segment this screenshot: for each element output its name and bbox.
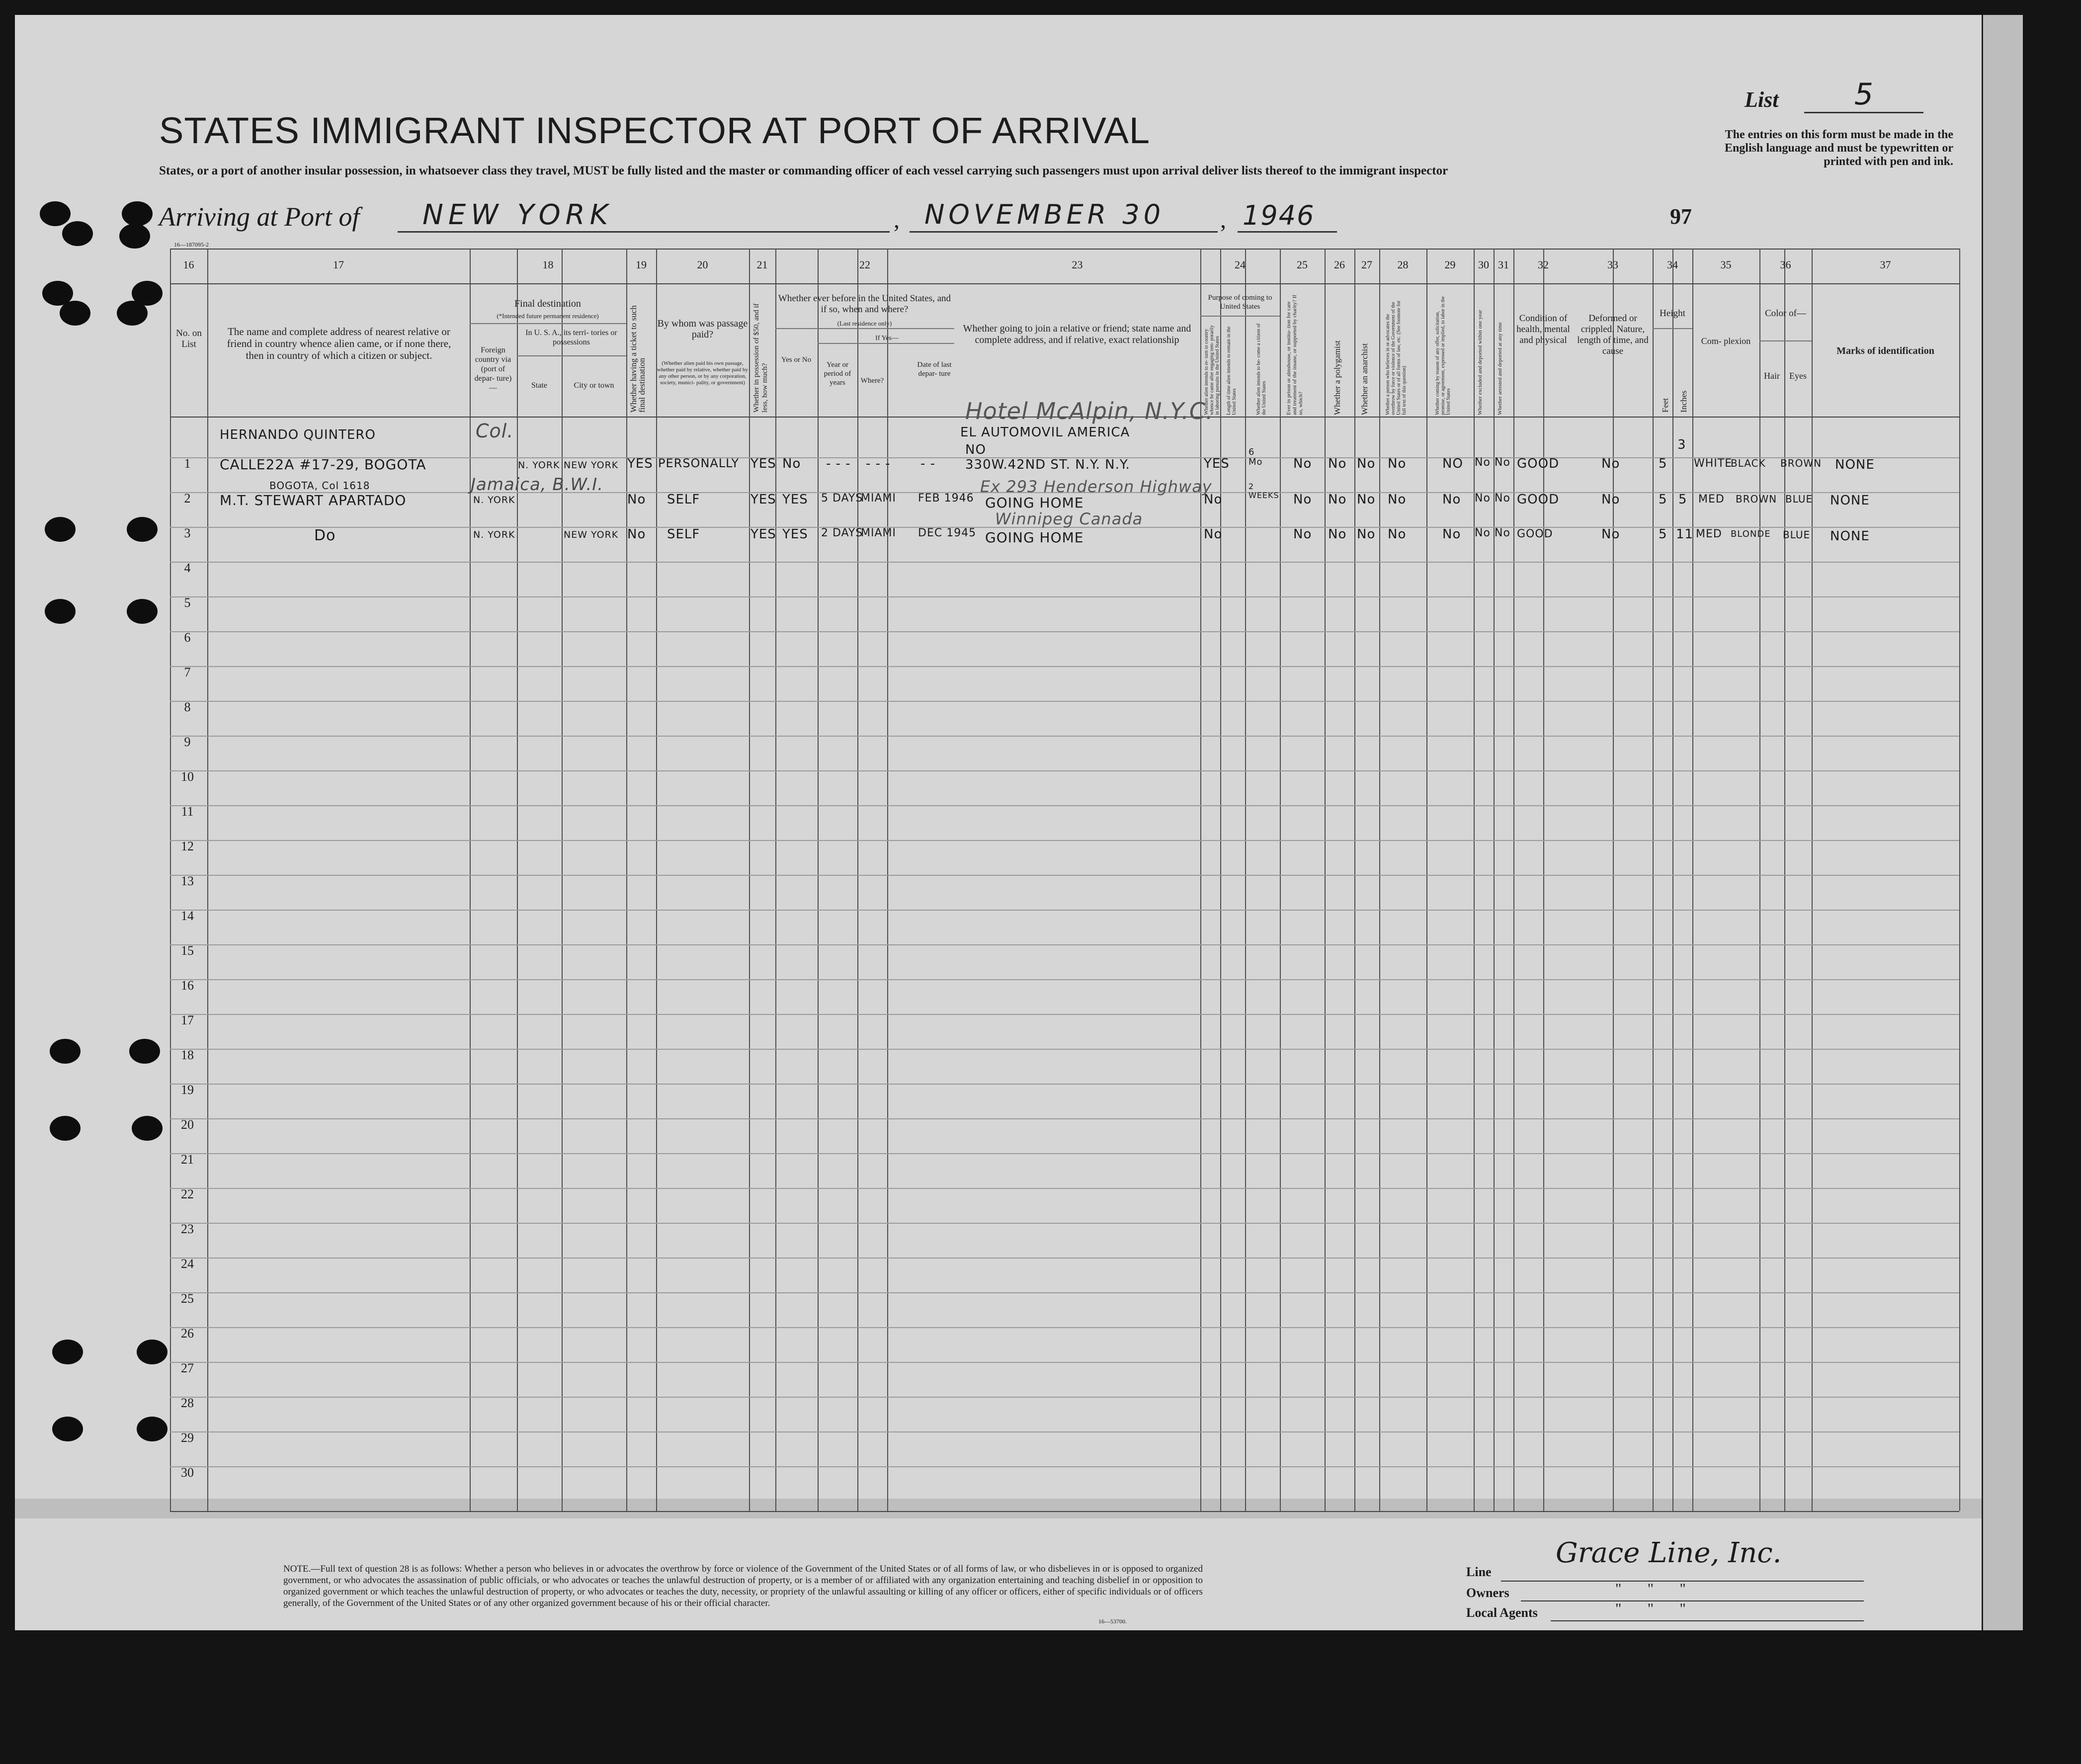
col-rule [656, 249, 657, 1511]
row2-money: YES [750, 492, 776, 507]
row1-purpose: YES [1204, 456, 1230, 471]
binder-hole-icon [52, 1340, 83, 1364]
row3-health: GOOD [1517, 528, 1553, 540]
row-number: 15 [181, 943, 194, 958]
col-rule [775, 249, 776, 1511]
column-number: 28 [1397, 258, 1409, 271]
header-money: Whether in possession of $50, and if less, how much? [752, 303, 769, 413]
header-in-usa: In U. S. A., its terri- tories or possessions [525, 329, 617, 346]
row2-address-pre: BOGOTA, Col 1618 [269, 480, 370, 492]
row2-deformed: No [1601, 492, 1620, 507]
row-rule [170, 666, 1959, 667]
sub-rule [1200, 316, 1280, 317]
row2-ticket: No [627, 492, 646, 507]
row1-join-line3: 330W.42ND ST. N.Y. N.Y. [965, 457, 1130, 472]
row-rule [170, 1118, 1959, 1119]
row1-money: YES [750, 456, 776, 471]
sheet-number: 97 [1670, 204, 1692, 229]
col-rule [1759, 249, 1760, 1511]
row-number: 28 [181, 1396, 194, 1410]
agents-rule [1551, 1620, 1864, 1621]
col-rule [1200, 249, 1201, 1511]
row3-before: YES [782, 527, 808, 542]
row2-join-line1: GOING HOME [985, 495, 1084, 511]
binder-hole-icon [52, 1417, 83, 1441]
header-ever-before-sub: (Last residence only) [837, 320, 892, 327]
row3-complexion: MED [1696, 528, 1722, 540]
agents-label: Local Agents [1466, 1605, 1538, 1620]
row-number: 17 [181, 1013, 194, 1027]
form-title: STATES IMMIGRANT INSPECTOR AT PORT OF ARRIVAL [159, 110, 1151, 151]
row3-ticket: No [627, 527, 646, 542]
column-number: 21 [756, 258, 768, 271]
col-rule [1672, 249, 1673, 1511]
row2-anarchist: No [1357, 492, 1376, 507]
row-number: 22 [181, 1187, 194, 1201]
row-number: 14 [181, 909, 194, 923]
row-number: 3 [184, 526, 191, 540]
col-rule [1280, 249, 1281, 1511]
col-rule [887, 249, 888, 1511]
column-number: 18 [542, 258, 554, 271]
header-marks: Marks of identification [1836, 345, 1934, 356]
col-rule [626, 249, 627, 1511]
col-rule [1474, 249, 1475, 1511]
header-foreign-country: Foreign country via (port of depar- ture)— [474, 346, 512, 392]
row2-labor: No [1442, 492, 1461, 507]
port-value: NEW YORK [422, 199, 613, 231]
row1-feet: 5 [1659, 456, 1667, 471]
header-purpose: Purpose of coming to United States [1208, 294, 1272, 311]
row2-overthrow: No [1388, 492, 1407, 507]
list-label: List [1745, 87, 1779, 112]
row2-complexion: MED [1698, 493, 1725, 505]
binder-hole-icon [40, 201, 71, 226]
footnote: NOTE.—Full text of question 28 is as follows: Whether a person who believes in or advocates the overthrow by force or violence of the Government of the United States or of all forms of law, or who disbelieves in or is opposed to organized government, or who advocates the assassination of public officials, or who advocates or teaches the unlawful destruction of property, or is a member of or affiliated with any organization entertaining and teaching disbelief in or opposition to organized government or which teaches the unlawful destruction of property, or who advocates or teaches the duty, necessity, or propriety of the unlawful assaulting or killing of any officer or officers, either of specific individuals or of officers generally, of the Government of the United States or of any other organized government because of his or their official character. [283, 1564, 1203, 1608]
column-number: 22 [859, 258, 870, 271]
row2-prison: No [1293, 492, 1312, 507]
header-health: Condition of health, mental and physical [1516, 313, 1570, 345]
list-number: 5 [1804, 77, 1923, 113]
line-value: Grace Line, Inc. [1556, 1537, 1782, 1569]
form-code: 16—187095-2 [174, 241, 209, 248]
row-rule [170, 944, 1959, 945]
row2-marks: NONE [1830, 493, 1870, 508]
row1-arrested: No [1495, 456, 1510, 469]
row1-eyes: BROWN [1780, 457, 1822, 469]
sub-rule [470, 323, 626, 324]
row2-feet: 5 [1659, 492, 1667, 507]
row-number: 1 [184, 456, 191, 471]
column-number: 33 [1607, 258, 1618, 271]
row-rule [170, 562, 1959, 563]
row1-labor: NO [1442, 456, 1463, 471]
owners-rule [1521, 1600, 1864, 1601]
header-final-destination: Final destination [514, 298, 581, 309]
row-number: 18 [181, 1048, 194, 1062]
row1-date: - - [920, 456, 936, 471]
row1-health: GOOD [1517, 456, 1560, 471]
row-rule [170, 1153, 1959, 1154]
col-rule [749, 249, 750, 1511]
row3-where: MIAMI [861, 527, 896, 539]
row-rule [170, 805, 1959, 806]
col-rule [562, 249, 563, 1511]
row-number: 11 [181, 804, 194, 819]
row1-join-line1: EL AUTOMOVIL AMERICA [960, 425, 1130, 440]
binder-hole-icon [137, 1417, 167, 1441]
entry-name-hernando: HERNANDO QUINTERO [220, 427, 376, 442]
row-number: 5 [184, 595, 191, 610]
row-rule [170, 1327, 1959, 1328]
header-excluded: Whether excluded and deported within one year [1477, 310, 1483, 415]
col-rule [1959, 249, 1960, 1511]
row2-excluded: No [1475, 492, 1491, 504]
row-number: 12 [181, 839, 194, 853]
col-rule [1613, 249, 1614, 1511]
row-number: 26 [181, 1326, 194, 1341]
row-number: 16 [181, 978, 194, 993]
year-underline [1238, 231, 1337, 233]
column-number: 37 [1880, 258, 1891, 271]
header-anarchist: Whether an anarchist [1360, 343, 1369, 415]
page-edge [1982, 15, 2023, 1630]
row1-complexion: WHITE [1694, 457, 1733, 470]
table-top-rule [170, 249, 1959, 250]
header-period-years: Year or period of years [824, 361, 851, 387]
row-number: 13 [181, 874, 194, 888]
row3-prison: No [1293, 527, 1312, 542]
binder-hole-icon [45, 517, 76, 542]
binder-hole-icon [60, 301, 90, 326]
column-number: 24 [1235, 258, 1246, 271]
col-rule [1354, 249, 1355, 1511]
row2-before: YES [782, 492, 808, 507]
header-feet: Feet [1661, 398, 1670, 413]
row-rule [170, 596, 1959, 597]
row-rule [170, 1258, 1959, 1259]
sub-rule [1759, 340, 1812, 341]
row2-purpose: No [1204, 492, 1223, 507]
row-rule [170, 1431, 1959, 1432]
sub-rule [775, 328, 954, 329]
column-number: 23 [1072, 258, 1083, 271]
row2-years: 5 DAYS [821, 492, 863, 504]
row-number: 20 [181, 1117, 194, 1132]
row-rule [170, 1223, 1959, 1224]
binder-hole-icon [127, 517, 158, 542]
row-number: 8 [184, 700, 191, 714]
colnum-rule [170, 283, 1959, 284]
footnote-code: 16—53700. [1098, 1618, 1127, 1625]
binder-hole-icon [137, 1340, 167, 1364]
line-label: Line [1466, 1565, 1492, 1579]
header-ticket: Whether having a ticket to such final destination [629, 305, 647, 413]
header-deformed: Deformed or crippled. Nature, length of time, and cause [1577, 313, 1649, 356]
binder-hole-icon [50, 1116, 81, 1141]
form-subtitle: States, or a port of another insular possession, in whatsoever class they travel, MUST be fully listed and the master or commanding officer of each vessel carrying such passengers must upon arrival deliver lists thereof to the immigrant inspector [159, 164, 1448, 177]
col-rule [1653, 249, 1654, 1511]
header-going-to-join: Whether going to join a relative or friend; state name and complete address, and if relative, exact relationship [963, 323, 1191, 345]
binder-hole-icon [117, 301, 148, 326]
date-value: NOVEMBER 30 [924, 199, 1165, 230]
header-arrested: Whether arrested and deported at any time [1497, 322, 1503, 415]
binder-hole-icon [129, 1039, 160, 1064]
row-rule [170, 770, 1959, 771]
column-number: 20 [697, 258, 708, 271]
row1-join-line2: NO [965, 442, 986, 457]
col-rule [857, 249, 858, 1511]
row3-inches: 11 [1676, 527, 1694, 542]
col-rule [1426, 249, 1427, 1511]
row-number: 30 [181, 1465, 194, 1480]
row2-foreign: Jamaica, B.W.I. [471, 475, 604, 495]
binder-hole-icon [50, 1039, 81, 1064]
col-rule [1513, 249, 1514, 1511]
row-rule [170, 1362, 1959, 1363]
column-number: 32 [1538, 258, 1549, 271]
row3-labor: No [1442, 527, 1461, 542]
row1-length: 6 Mo [1249, 447, 1263, 467]
row1-marks: NONE [1835, 457, 1875, 472]
header-purpose-length: Length of time alien intends to remain in the United States [1226, 326, 1237, 415]
row3-state: N. YORK [473, 529, 515, 540]
row-rule [170, 1014, 1959, 1015]
row3-overthrow: No [1388, 527, 1407, 542]
header-if-yes: If Yes— [875, 335, 899, 342]
row2-hair: BROWN [1736, 493, 1777, 505]
row-number: 29 [181, 1430, 194, 1445]
comma-1: , [894, 207, 900, 233]
col-rule [1543, 249, 1544, 1511]
row3-arrested: No [1495, 527, 1510, 539]
row2-polygamist: No [1328, 492, 1347, 507]
comma-2: , [1220, 207, 1226, 233]
row2-eyes: BLUE [1785, 493, 1813, 505]
row-rule [170, 979, 1959, 980]
row-number: 10 [181, 769, 194, 784]
row-rule [170, 1466, 1959, 1467]
column-number: 31 [1498, 258, 1509, 271]
manifest-table [170, 249, 1959, 1511]
row3-money: YES [750, 527, 776, 542]
row3-hair: BLONDE [1731, 529, 1771, 539]
header-list-number: No. on List [176, 328, 202, 349]
row-rule [170, 1188, 1959, 1189]
row-rule [170, 1084, 1959, 1085]
row1-inches: 3 [1677, 437, 1686, 452]
table-bottom-rule [170, 1511, 1959, 1512]
row-number: 9 [184, 735, 191, 749]
sub-rule [818, 343, 954, 344]
binder-hole-icon [127, 599, 158, 624]
row-number: 2 [184, 491, 191, 505]
row-rule [170, 875, 1959, 876]
column-number: 26 [1334, 258, 1345, 271]
row1-address: CALLE22A #17-29, BOGOTA [220, 456, 426, 473]
binder-hole-icon [132, 1116, 163, 1141]
row2-join-annotation: Ex 293 Henderson Highway [980, 477, 1212, 496]
row1-years: - - - [826, 456, 851, 471]
row-number: 4 [184, 561, 191, 575]
date-underline [910, 231, 1218, 233]
col-rule [517, 249, 518, 1511]
row-rule [170, 910, 1959, 911]
sub-rule [517, 355, 626, 356]
header-overthrow: Whether a person who believes in or advocates the overthrow by force or violence of the Government of the United States or of all forms of law, etc. (See footnote for full text of this question) [1385, 300, 1407, 415]
row3-polygamist: No [1328, 527, 1347, 542]
column-number: 29 [1444, 258, 1456, 271]
row2-health: GOOD [1517, 492, 1560, 507]
col-rule [470, 249, 471, 1511]
header-final-destination-sub: (*Intended future permanent residence) [497, 312, 599, 320]
header-purpose-return: Whether alien intends to re- turn to country whence he came after engaging tem- porarily in laboring pursuits in the United States [1204, 325, 1220, 415]
row2-paid-by: SELF [667, 492, 700, 507]
binder-hole-icon [122, 201, 153, 226]
binder-hole-icon [119, 224, 150, 249]
owners-label: Owners [1466, 1586, 1509, 1600]
row3-years: 2 DAYS [821, 527, 863, 539]
row3-deformed: No [1601, 527, 1620, 542]
row3-join-annotation: Winnipeg Canada [995, 509, 1143, 528]
row3-address: Do [314, 527, 336, 544]
row1-ticket: YES [627, 456, 653, 471]
header-polygamist: Whether a polygamist [1332, 340, 1342, 415]
row3-feet: 5 [1659, 527, 1667, 542]
row2-state: N. YORK [473, 495, 515, 505]
arriving-label: Arriving at Port of [159, 202, 360, 232]
row1-deformed: No [1601, 456, 1620, 471]
row1-paid-by: PERSONALLY [658, 456, 740, 470]
row3-purpose: No [1204, 527, 1223, 542]
binder-hole-icon [45, 599, 76, 624]
col-rule [207, 249, 208, 1511]
row-number: 7 [184, 665, 191, 679]
row-number: 24 [181, 1257, 194, 1271]
col-rule [1494, 249, 1495, 1511]
row-number: 27 [181, 1361, 194, 1375]
header-passage-paid: By whom was passage paid? [657, 318, 748, 340]
row1-overthrow: No [1388, 456, 1407, 471]
header-hair: Hair [1764, 371, 1780, 381]
owners-value: " " " [1615, 1581, 1686, 1597]
column-number: 16 [183, 258, 194, 271]
row-rule [170, 631, 1959, 632]
col-rule [818, 249, 819, 1511]
row-number: 23 [181, 1222, 194, 1236]
row-rule [170, 1397, 1959, 1398]
header-complexion: Com- plexion [1701, 336, 1751, 346]
header-relative-address: The name and complete address of nearest relative or friend in country whence alien came, or if none there, then in country of which a citizen or subject. [227, 326, 451, 361]
row-number: 25 [181, 1291, 194, 1306]
row2-date: FEB 1946 [918, 492, 974, 504]
header-city: City or town [574, 381, 614, 390]
instructions-note: The entries on this form must be made in the English language and must be typewritten or printed with pen and ink. [1724, 128, 1953, 168]
header-ever-before: Whether ever before in the United States, and if so, when and where? [778, 293, 951, 315]
binder-hole-icon [62, 221, 93, 246]
header-state: State [531, 381, 547, 390]
header-inches: Inches [1679, 390, 1688, 413]
row-rule [170, 701, 1959, 702]
row3-excluded: No [1475, 527, 1491, 539]
header-purpose-citizen: Whether alien intends to be- come a citizen of the United States [1256, 323, 1267, 415]
header-date-departure: Date of last depar- ture [917, 361, 952, 378]
row3-anarchist: No [1357, 527, 1376, 542]
sub-rule [1653, 328, 1692, 329]
row-rule [170, 736, 1959, 737]
header-prison: Ever in prison or almshouse, or institu- tion for care and treatment of the insane, or supported by charity? If so, which? [1286, 295, 1304, 415]
row2-address: M.T. STEWART APARTADO [220, 492, 407, 508]
row1-city: NEW YORK [564, 460, 619, 471]
row1-prison: No [1293, 456, 1312, 471]
row2-arrested: No [1495, 492, 1510, 504]
row3-paid-by: SELF [667, 527, 700, 542]
row1-foreign: Col. [476, 420, 514, 442]
column-number: 35 [1720, 258, 1732, 271]
row3-eyes: BLUE [1783, 529, 1811, 541]
header-where: Where? [860, 377, 884, 385]
row-number: 19 [181, 1083, 194, 1097]
column-number: 19 [636, 258, 647, 271]
row1-join-annotation: Hotel McAlpin, N.Y.C. [965, 398, 1214, 424]
row1-hair: BLACK [1731, 457, 1766, 469]
header-eyes: Eyes [1789, 371, 1807, 381]
header-yes-or-no: Yes or No [781, 356, 812, 364]
row-number: 21 [181, 1152, 194, 1167]
col-rule [1784, 249, 1785, 1511]
row-rule [170, 840, 1959, 841]
column-number: 25 [1297, 258, 1308, 271]
row2-where: MIAMI [861, 492, 896, 504]
row3-city: NEW YORK [564, 529, 619, 540]
col-rule [1379, 249, 1380, 1511]
col-rule [1692, 249, 1693, 1511]
port-underline [398, 231, 890, 233]
header-passage-paid-sub: (Whether alien paid his own passage, whether paid by relative, whether paid by any other person, or by any corporation, society, munici- pality, or government) [657, 360, 748, 386]
row1-before: No [782, 456, 801, 471]
row1-excluded: No [1475, 456, 1491, 469]
row-rule [170, 1292, 1959, 1293]
column-number: 30 [1478, 258, 1489, 271]
row1-state: N. YORK [518, 460, 560, 471]
row2-length: 2 WEEKS [1249, 482, 1279, 500]
col-rule [1812, 249, 1813, 1511]
col-rule [1220, 249, 1221, 1511]
row-number: 6 [184, 630, 191, 645]
col-rule [1325, 249, 1326, 1511]
column-number: 27 [1361, 258, 1372, 271]
header-labor-offer: Whether coming by reason of any offer, solicitation, promise, or agreement, expressed or implied, to labor in the United States [1435, 296, 1451, 415]
column-number: 17 [333, 258, 344, 271]
header-color-of: Color of— [1765, 308, 1806, 319]
row1-anarchist: No [1357, 456, 1376, 471]
agents-value: " " " [1615, 1600, 1686, 1617]
row1-where: - - - [866, 456, 891, 471]
row3-marks: NONE [1830, 529, 1870, 544]
row-rule [170, 1049, 1959, 1050]
row1-polygamist: No [1328, 456, 1347, 471]
row3-date: DEC 1945 [918, 527, 977, 539]
year-value: 1946 [1243, 200, 1315, 231]
row2-inches: 5 [1678, 492, 1687, 507]
col-rule [1245, 249, 1246, 1511]
column-number: 36 [1780, 258, 1791, 271]
row3-join-line1: GOING HOME [985, 529, 1084, 546]
manifest-page [15, 15, 2023, 1630]
header-height: Height [1660, 308, 1685, 319]
column-number: 34 [1667, 258, 1678, 271]
